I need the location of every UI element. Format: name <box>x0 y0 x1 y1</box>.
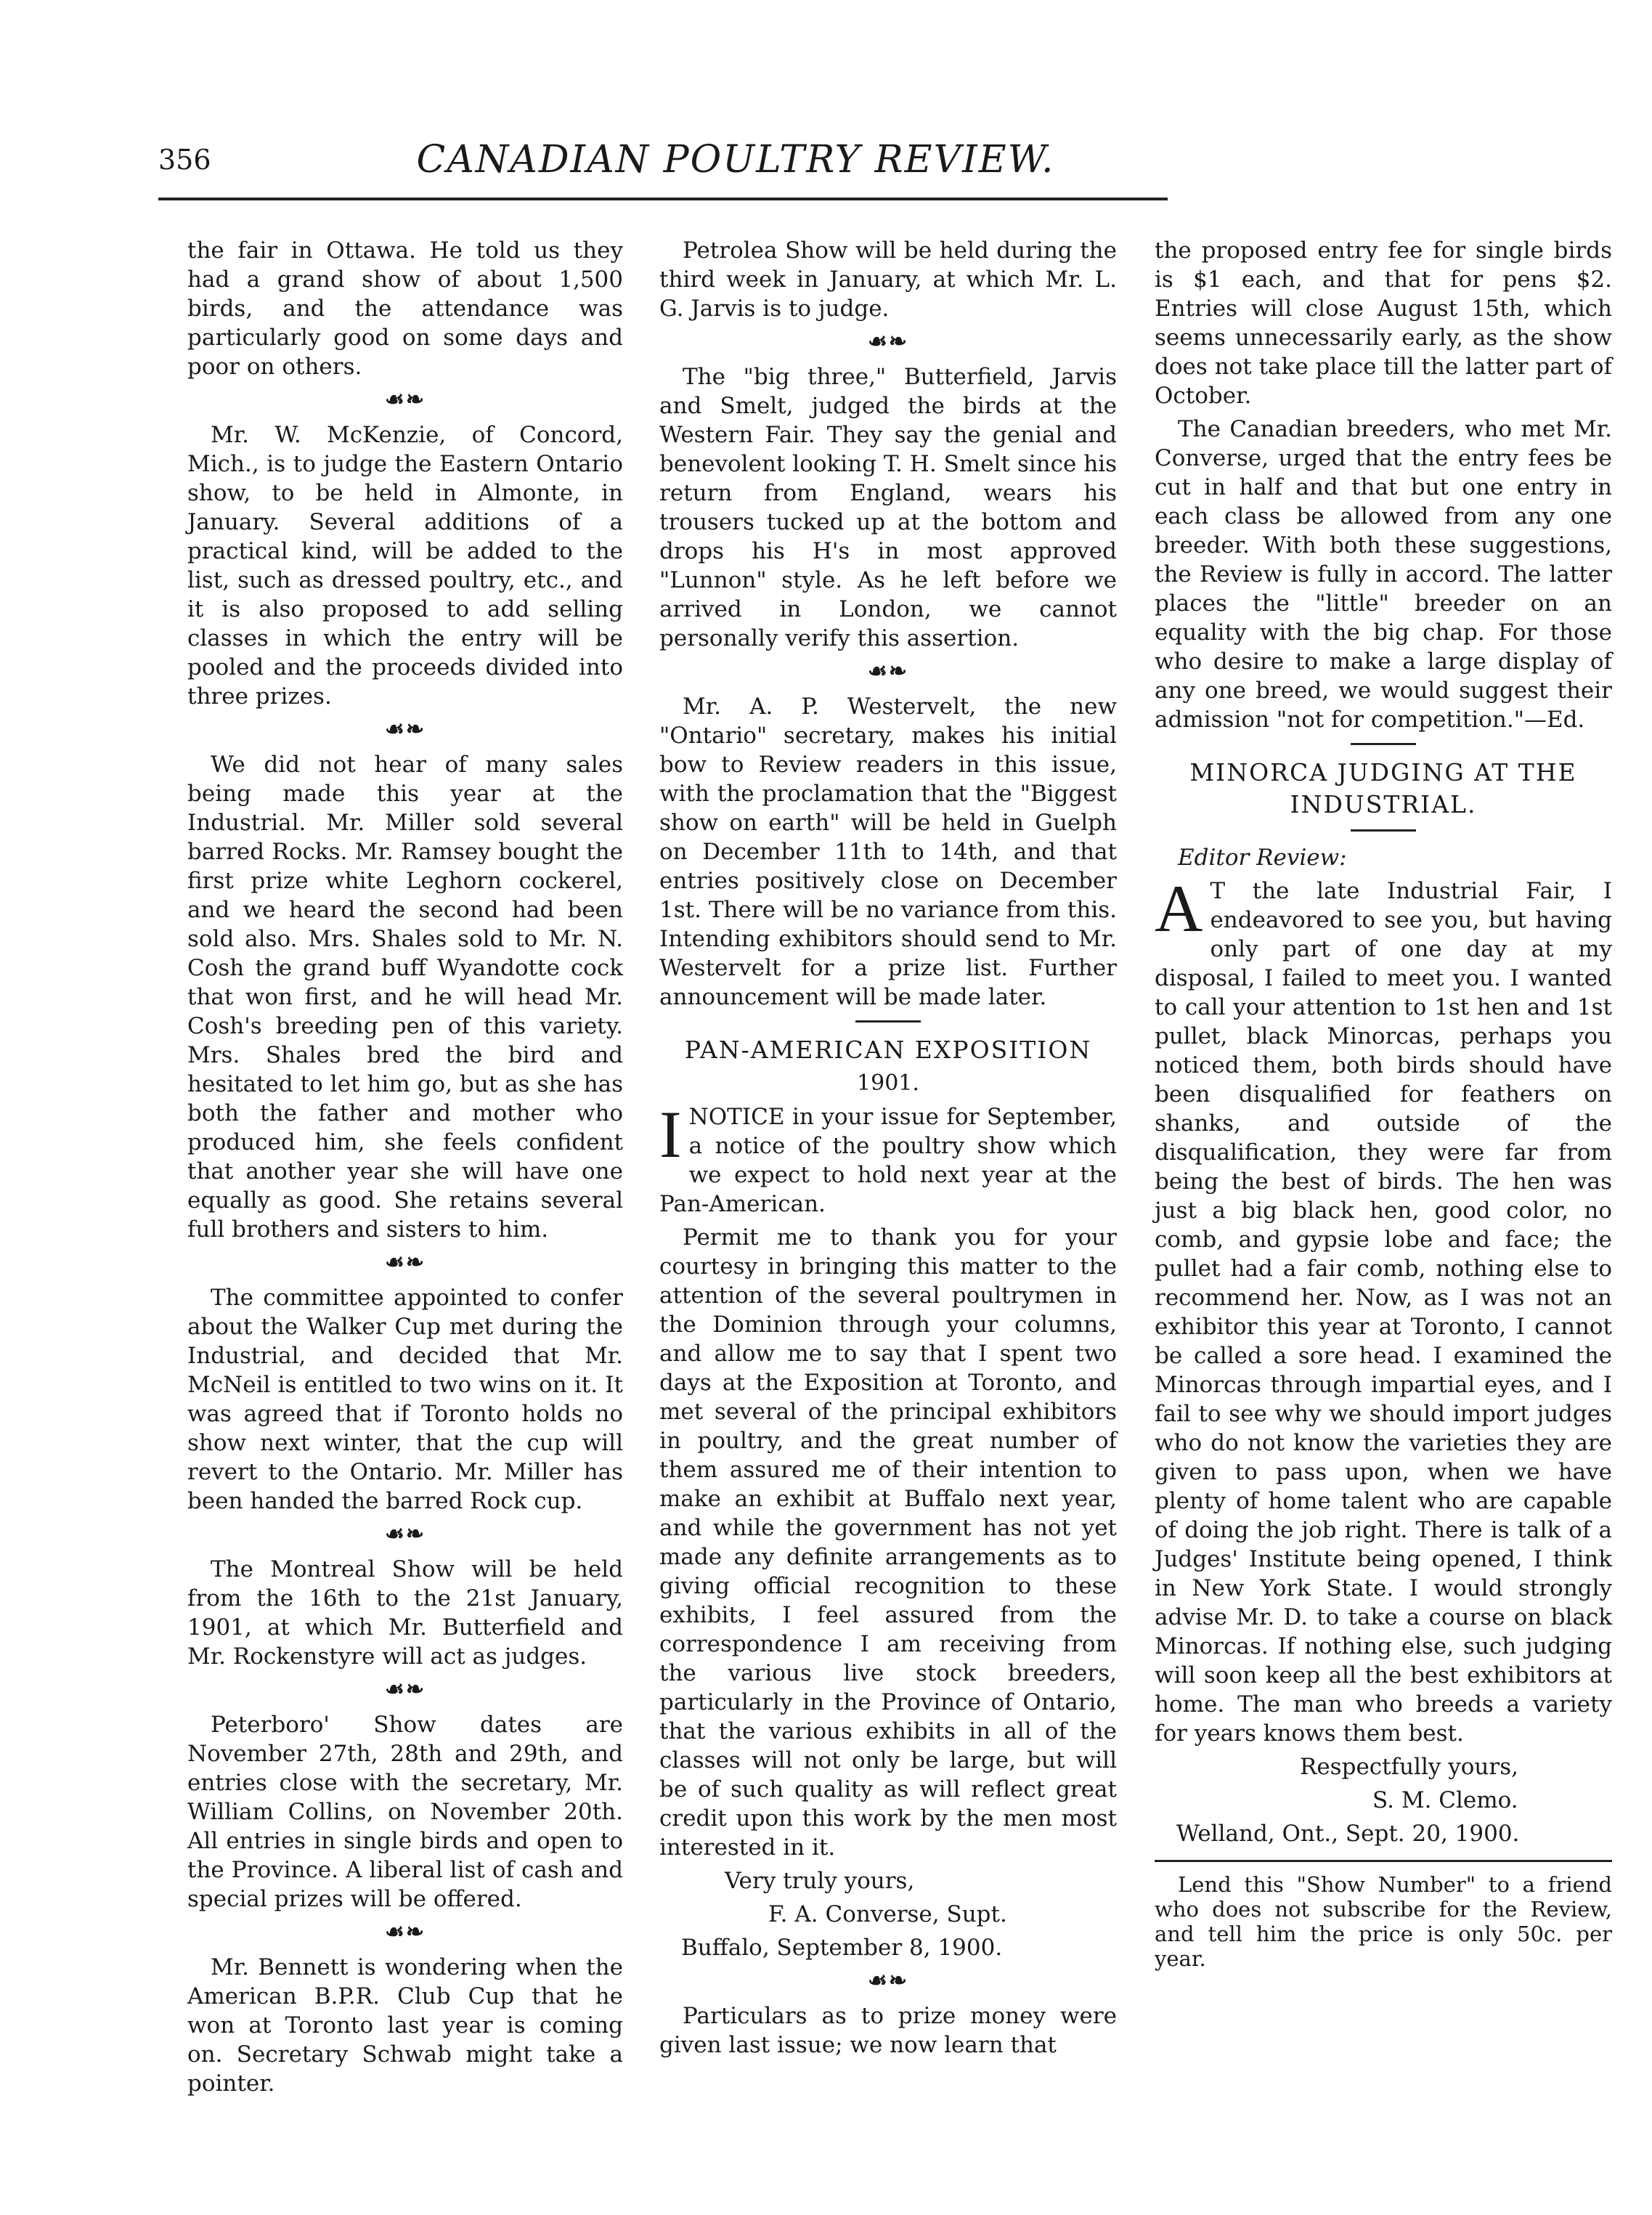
section-heading: MINORCA JUDGING AT THE INDUSTRIAL. <box>1189 758 1577 818</box>
letter-closing: Respectfully yours, <box>1300 1754 1518 1780</box>
section-rule <box>1351 743 1416 745</box>
column-3 <box>1155 236 1612 1975</box>
column-2 <box>659 236 1117 2064</box>
paragraph: Mr. W. McKenzie, of Concord, Mich., is to judge the Eastern Ontario show, to be held in Almonte, in January. Several additions of a practical kind, will be added to the list, such as dressed poultry, etc., and it is also proposed to add selling classes in which the entry will be pooled and the proceeds divided into three prizes. <box>187 422 623 710</box>
ornament-divider: ☙❧ <box>867 329 909 354</box>
letter-closing: Very truly yours, <box>725 1868 915 1894</box>
ornament-divider: ☙❧ <box>384 387 426 412</box>
page-number: 356 <box>158 144 211 176</box>
paragraph: the fair in Ottawa. He told us they had a grand show of about 1,500 birds, and the attendance was particularly good on some days and poor on others. <box>187 237 623 380</box>
section-heading: PAN-AMERICAN EXPOSITION <box>684 1036 1092 1064</box>
letter-paragraph <box>659 1097 1117 1219</box>
paragraph: The committee appointed to confer about the Walker Cup met during the Industrial, and decided that Mr. McNeil is entitled to two wins on it. It was agreed that if Toronto holds no show next winter, that the cup will revert to the Ontario. Mr. Miller has been handed the barred Rock cup. <box>187 1285 623 1514</box>
salutation: Editor Review: <box>1178 845 1347 871</box>
paragraph: Permit me to thank you for your courtesy in bringing this matter to the attention of the several poultrymen in the Dominion through your columns, and allow me to say that I spent two days at the Exposition at Toronto, and met several of the principal exhibitors in poultry, and the great number of them assured me of their intention to make an exhibit at Buffalo next year, and while the government has not yet made any definite arrangements as to giving official recognition to these exhibits, I feel assured from the correspondence I am receiving from the various live stock breeders, particularly in the Province of Ontario, that the various exhibits in all of the classes will not only be large, but will be of such quality as will reflect great credit upon this work by the men most interested in it. <box>659 1224 1117 1861</box>
letter-text: T the late Industrial Fair, I endeavored to see you, but having only part of one day at my disposal, I failed to meet you. I wanted to call your attention to 1st hen and 1st pullet, black Minorcas, perhaps you noticed them, both birds should have been disqualified for feathers on shanks, and outside of the disqualification, they were far from being the best of birds. The hen was just a big black hen, good color, no comb, and gypsie lobe and face; the pullet had a fair comb, nothing else to recommend her. Now, as I was not an exhibitor this year at Toronto, I cannot be called a sore head. I examined the Minorcas through impartial eyes, and I fail to see why we should import judges who do not know the varieties they are given to pass upon, when we have plenty of home talent who are capable of doing the job right. There is talk of a Judges' Institute being opened, I think in New York State. I would strongly advise Mr. D. to take a course on black Minorcas. If nothing else, such judging will soon keep all the best exhibitors at home. The man who breeds a variety for years knows them best. <box>1155 878 1612 1747</box>
paragraph: The Canadian breeders, who met Mr. Converse, urged that the entry fees be cut in half and that but one entry in each class be allowed from any one breeder. With both these suggestions, the Review is fully in accord. The latter places the "little" breeder on an equality with the big chap. For those who desire to make a large display of any one breed, we would suggest their admission "not for competition."—Ed. <box>1155 416 1612 733</box>
letter-signature: F. A. Converse, Supt. <box>768 1901 1007 1927</box>
ornament-divider: ☙❧ <box>384 1919 426 1945</box>
ornament-divider: ☙❧ <box>384 1521 426 1547</box>
paragraph: Petrolea Show will be held during the third week in January, at which Mr. L. G. Jarvis is to judge. <box>659 237 1117 322</box>
ornament-divider: ☙❧ <box>384 717 426 742</box>
paragraph: Mr. A. P. Westervelt, the new "Ontario" secretary, makes his initial bow to Review readers in this issue, with the proclamation that the "Biggest show on earth" will be held in Guelph on December 11th to 14th, and that entries positively close on December 1st. There will be no variance from this. Intending exhibitors should send to Mr. Westervelt for a prize list. Further announcement will be made later. <box>659 694 1117 1010</box>
ornament-divider: ☙❧ <box>384 1677 426 1702</box>
letter-place-date: Welland, Ont., Sept. 20, 1900. <box>1176 1821 1520 1847</box>
section-rule <box>1351 829 1416 832</box>
paragraph: The Montreal Show will be held from the 16th to the 21st January, 1901, at which Mr. Butterfield and Mr. Rockenstyre will act as judges. <box>187 1556 623 1670</box>
running-title: CANADIAN POULTRY REVIEW. <box>416 138 1055 182</box>
ornament-divider: ☙❧ <box>867 659 909 684</box>
letter-signature: S. M. Clemo. <box>1372 1787 1518 1813</box>
paragraph: Particulars as to prize money were given last issue; we now learn that <box>659 2003 1117 2058</box>
ornament-divider: ☙❧ <box>384 1250 426 1275</box>
drop-cap: A <box>1155 871 1203 946</box>
ornament-divider: ☙❧ <box>867 1968 909 1994</box>
paragraph: the proposed entry fee for single birds is $1 each, and that for pens $2. Entries will close August 15th, which seems unnecessarily early, as the show does not take place till the latter part of October. <box>1155 237 1612 409</box>
letter-paragraph <box>1155 871 1612 1748</box>
section-subheading: 1901. <box>857 1070 919 1096</box>
paragraph: We did not hear of many sales being made this year at the Industrial. Mr. Miller sold several barred Rocks. Mr. Ramsey bought the first prize white Leghorn cockerel, and we heard the second had been sold also. Mrs. Shales sold to Mr. N. Cosh the grand buff Wyandotte cock that won first, and he will head Mr. Cosh's breeding pen of this variety. Mrs. Shales bred the bird and hesitated to let him go, but as she has both the father and mother who produced him, she feels confident that another year she will have one equally as good. She retains several full brothers and sisters to him. <box>187 752 623 1243</box>
section-rule <box>855 1020 921 1023</box>
letter-place-date: Buffalo, September 8, 1900. <box>681 1935 1003 1961</box>
column-1 <box>187 236 623 2102</box>
drop-cap: I <box>659 1097 682 1171</box>
page-header <box>158 138 1168 203</box>
subscription-notice: Lend this "Show Number" to a friend who does not subscribe for the Review, and tell him the price is only 50c. per year. <box>1155 1872 1612 1971</box>
paragraph: The "big three," Butterfield, Jarvis and Smelt, judged the birds at the Western Fair. They say the genial and benevolent looking T. H. Smelt since his return from England, wears his trousers tucked up at the bottom and drops his H's in most approved "Lunnon" style. As he left before we arrived in London, we cannot personally verify this assertion. <box>659 364 1117 651</box>
paragraph: Peterboro' Show dates are November 27th, 28th and 29th, and entries close with the secretary, Mr. William Collins, on November 20th. All entries in single birds and open to the Province. A liberal list of cash and special prizes will be offered. <box>187 1712 623 1912</box>
letter-text: NOTICE in your issue for September, a notice of the poultry show which we expect to hold next year at the Pan-American. <box>659 1104 1117 1217</box>
header-rule <box>158 198 1168 200</box>
paragraph: Mr. Bennett is wondering when the American B.P.R. Club Cup that he won at Toronto last year is coming on. Secretary Schwab might take a pointer. <box>187 1954 623 2097</box>
notice-rule <box>1155 1860 1612 1862</box>
